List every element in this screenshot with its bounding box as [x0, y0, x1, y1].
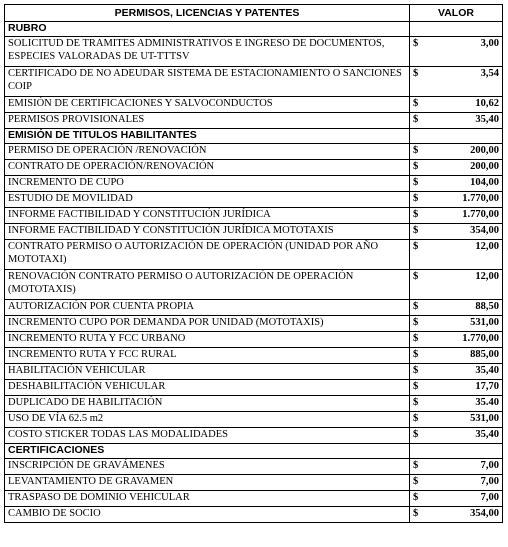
- section-title: CERTIFICACIONES: [5, 444, 410, 459]
- fees-table: [4, 4, 503, 523]
- amount: 7,00: [480, 492, 499, 503]
- table-row: [5, 37, 503, 67]
- amount: 531,00: [470, 317, 499, 328]
- row-description: RENOVACIÓN CONTRATO PERMISO O AUTORIZACIÓN DE OPERACIÓN (MOTOTAXIS): [5, 270, 410, 300]
- row-value: [410, 176, 503, 192]
- section-row: [5, 129, 503, 144]
- row-value: [410, 491, 503, 507]
- currency-symbol: $: [413, 241, 419, 252]
- row-value: [410, 428, 503, 444]
- row-description: EMISIÓN DE CERTIFICACIONES Y SALVOCONDUCTOS: [5, 97, 410, 113]
- row-description: SOLICITUD DE TRAMITES ADMINISTRATIVOS E INGRESO DE DOCUMENTOS, ESPECIES VALORADAS DE UT-TTTSV: [5, 37, 410, 67]
- table-row: [5, 176, 503, 192]
- row-value: [410, 459, 503, 475]
- amount: 200,00: [470, 145, 499, 156]
- row-description: PERMISOS PROVISIONALES: [5, 113, 410, 129]
- table-row: [5, 160, 503, 176]
- row-value: [410, 37, 503, 67]
- table-row: [5, 270, 503, 300]
- table-row: [5, 113, 503, 129]
- currency-symbol: $: [413, 271, 419, 282]
- section-title: EMISIÓN DE TITULOS HABILITANTES: [5, 129, 410, 144]
- row-value: [410, 240, 503, 270]
- table-row: [5, 459, 503, 475]
- amount: 17,70: [475, 381, 499, 392]
- row-value: [410, 270, 503, 300]
- currency-symbol: $: [413, 429, 419, 440]
- currency-symbol: $: [413, 68, 419, 79]
- amount: 7,00: [480, 476, 499, 487]
- currency-symbol: $: [413, 508, 419, 519]
- currency-symbol: $: [413, 349, 419, 360]
- currency-symbol: $: [413, 225, 419, 236]
- amount: 104,00: [470, 177, 499, 188]
- table-row: [5, 475, 503, 491]
- currency-symbol: $: [413, 177, 419, 188]
- currency-symbol: $: [413, 161, 419, 172]
- row-description: USO DE VÍA 62.5 m2: [5, 412, 410, 428]
- currency-symbol: $: [413, 460, 419, 471]
- row-value: [410, 97, 503, 113]
- amount: 35.40: [475, 397, 499, 408]
- table-row: [5, 380, 503, 396]
- amount: 1.770,00: [462, 193, 499, 204]
- row-description: INFORME FACTIBILIDAD Y CONSTITUCIÓN JURÍDICA: [5, 208, 410, 224]
- row-description: DESHABILITACIÓN VEHICULAR: [5, 380, 410, 396]
- amount: 35,40: [475, 429, 499, 440]
- row-description: DUPLICADO DE HABILITACIÓN: [5, 396, 410, 412]
- table-row: [5, 428, 503, 444]
- row-value: [410, 332, 503, 348]
- amount: 7,00: [480, 460, 499, 471]
- row-description: ESTUDIO DE MOVILIDAD: [5, 192, 410, 208]
- row-description: CAMBIO DE SOCIO: [5, 507, 410, 523]
- amount: 10,62: [475, 98, 499, 109]
- header-concept: PERMISOS, LICENCIAS Y PATENTES: [5, 5, 410, 22]
- row-description: INCREMENTO DE CUPO: [5, 176, 410, 192]
- section-value-empty: [410, 22, 503, 37]
- table-row: [5, 67, 503, 97]
- amount: 35,40: [475, 365, 499, 376]
- amount: 354,00: [470, 225, 499, 236]
- currency-symbol: $: [413, 98, 419, 109]
- row-value: [410, 396, 503, 412]
- amount: 88,50: [475, 301, 499, 312]
- row-value: [410, 160, 503, 176]
- table-row: [5, 224, 503, 240]
- amount: 12,00: [475, 271, 499, 282]
- amount: 200,00: [470, 161, 499, 172]
- table-row: [5, 332, 503, 348]
- row-value: [410, 224, 503, 240]
- row-description: INCREMENTO RUTA Y FCC RURAL: [5, 348, 410, 364]
- currency-symbol: $: [413, 365, 419, 376]
- currency-symbol: $: [413, 476, 419, 487]
- amount: 1.770,00: [462, 333, 499, 344]
- amount: 35,40: [475, 114, 499, 125]
- amount: 1.770,00: [462, 209, 499, 220]
- row-value: [410, 412, 503, 428]
- row-description: INFORME FACTIBILIDAD Y CONSTITUCIÓN JURÍDICA MOTOTAXIS: [5, 224, 410, 240]
- row-description: COSTO STICKER TODAS LAS MODALIDADES: [5, 428, 410, 444]
- amount: 354,00: [470, 508, 499, 519]
- currency-symbol: $: [413, 209, 419, 220]
- row-value: [410, 300, 503, 316]
- amount: 531,00: [470, 413, 499, 424]
- row-description: CONTRATO PERMISO O AUTORIZACIÓN DE OPERACIÓN (UNIDAD POR AÑO MOTOTAXI): [5, 240, 410, 270]
- row-description: INCREMENTO CUPO POR DEMANDA POR UNIDAD (MOTOTAXIS): [5, 316, 410, 332]
- currency-symbol: $: [413, 301, 419, 312]
- row-description: HABILITACIÓN VEHICULAR: [5, 364, 410, 380]
- table-row: [5, 348, 503, 364]
- row-description: TRASPASO DE DOMINIO VEHICULAR: [5, 491, 410, 507]
- currency-symbol: $: [413, 317, 419, 328]
- section-row: [5, 444, 503, 459]
- currency-symbol: $: [413, 145, 419, 156]
- table-row: [5, 144, 503, 160]
- row-value: [410, 144, 503, 160]
- section-value-empty: [410, 129, 503, 144]
- row-value: [410, 113, 503, 129]
- row-value: [410, 67, 503, 97]
- amount: 3,00: [480, 38, 499, 49]
- table-row: [5, 396, 503, 412]
- row-description: LEVANTAMIENTO DE GRAVAMEN: [5, 475, 410, 491]
- header-row: [5, 5, 503, 22]
- row-description: CERTIFICADO DE NO ADEUDAR SISTEMA DE ESTACIONAMIENTO O SANCIONES COIP: [5, 67, 410, 97]
- currency-symbol: $: [413, 492, 419, 503]
- amount: 885,00: [470, 349, 499, 360]
- currency-symbol: $: [413, 381, 419, 392]
- table-row: [5, 316, 503, 332]
- amount: 12,00: [475, 241, 499, 252]
- row-value: [410, 316, 503, 332]
- row-value: [410, 192, 503, 208]
- currency-symbol: $: [413, 114, 419, 125]
- row-description: INCREMENTO RUTA Y FCC URBANO: [5, 332, 410, 348]
- row-description: CONTRATO DE OPERACIÓN/RENOVACIÓN: [5, 160, 410, 176]
- currency-symbol: $: [413, 38, 419, 49]
- table-row: [5, 412, 503, 428]
- currency-symbol: $: [413, 413, 419, 424]
- row-description: AUTORIZACIÓN POR CUENTA PROPIA: [5, 300, 410, 316]
- section-title: RUBRO: [5, 22, 410, 37]
- currency-symbol: $: [413, 397, 419, 408]
- row-value: [410, 208, 503, 224]
- row-value: [410, 348, 503, 364]
- table-row: [5, 97, 503, 113]
- header-value: VALOR: [410, 5, 503, 22]
- table-row: [5, 240, 503, 270]
- table-row: [5, 192, 503, 208]
- table-row: [5, 208, 503, 224]
- row-value: [410, 380, 503, 396]
- amount: 3,54: [480, 68, 499, 79]
- table-row: [5, 491, 503, 507]
- currency-symbol: $: [413, 333, 419, 344]
- section-row: [5, 22, 503, 37]
- table-row: [5, 507, 503, 523]
- row-value: [410, 364, 503, 380]
- table-body: [5, 22, 503, 523]
- currency-symbol: $: [413, 193, 419, 204]
- row-value: [410, 507, 503, 523]
- section-value-empty: [410, 444, 503, 459]
- table-row: [5, 300, 503, 316]
- row-value: [410, 475, 503, 491]
- table-row: [5, 364, 503, 380]
- row-description: PERMISO DE OPERACIÓN /RENOVACIÓN: [5, 144, 410, 160]
- row-description: INSCRIPCIÓN DE GRAVÁMENES: [5, 459, 410, 475]
